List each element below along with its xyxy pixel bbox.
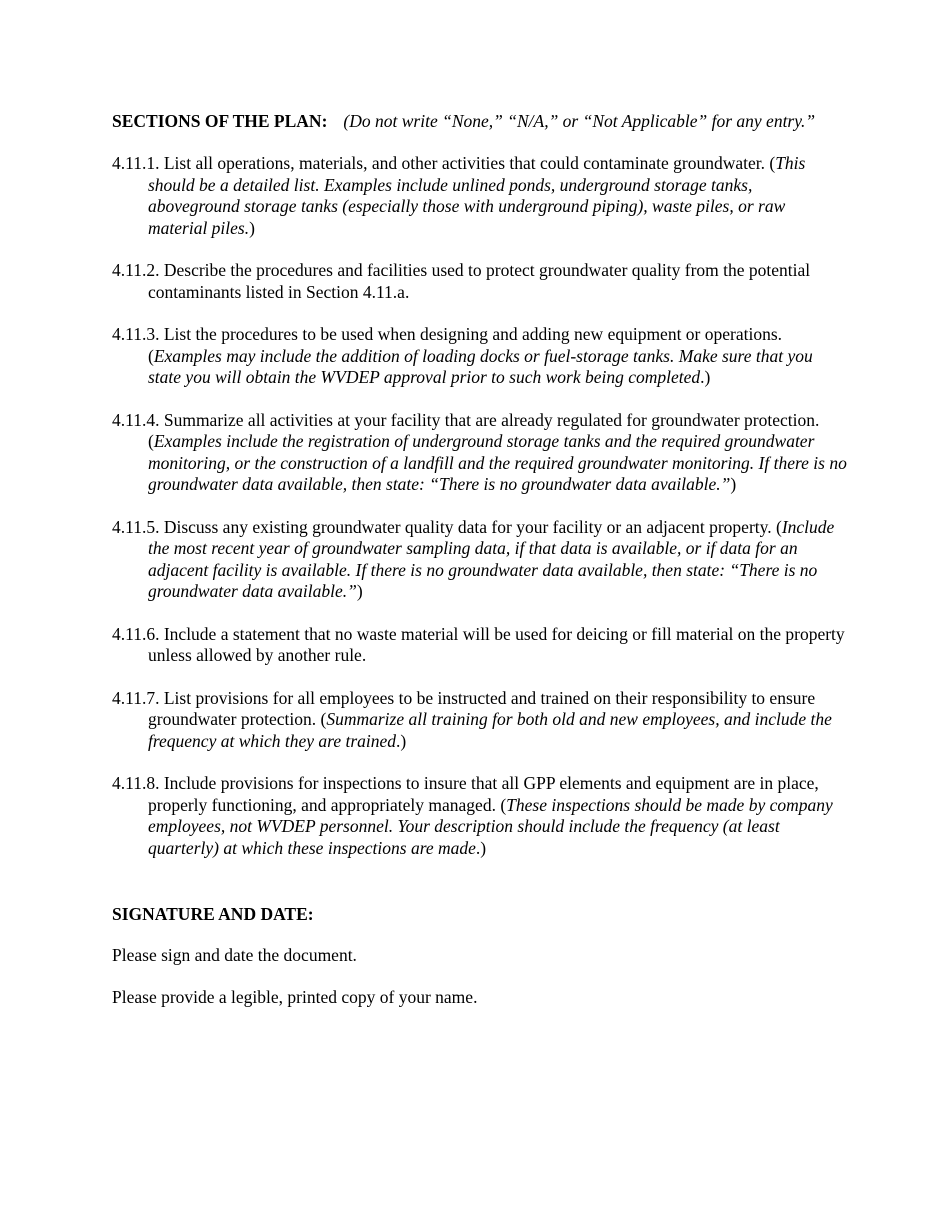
item-lead: 4.11.6. Include a statement that no waste material will be used for deicing or fill material on the property unless allowed by another rule. [112, 623, 845, 665]
item-note: These inspections should be made by company employees, not WVDEP personnel. Your description should include the frequency (at least quarterly) at which these inspections are made [148, 794, 833, 858]
item-lead: 4.11.2. Describe the procedures and facilities used to protect groundwater quality from the potential contaminants listed in Section 4.11.a. [112, 260, 811, 302]
item-note: Summarize all training for both old and new employees, and include the frequency at which they are trained [148, 709, 832, 751]
section-item-4-11-1 [112, 153, 847, 239]
item-tail: ) [249, 217, 255, 238]
section-item-4-11-2 [112, 260, 847, 303]
item-tail: ) [356, 581, 363, 601]
document-page [112, 110, 847, 1028]
section-item-4-11-8 [112, 773, 847, 859]
section-item-4-11-5 [112, 517, 847, 603]
sections-heading [112, 110, 847, 132]
item-note: Examples may include the addition of loading docks or fuel-storage tanks. Make sure that you state you will obtain the WVDEP approval prior to such work being completed [148, 345, 813, 387]
sections-heading-title: SECTIONS OF THE PLAN: [112, 111, 328, 131]
item-note: Examples include the registration of underground storage tanks and the required groundwater monitoring, or the construction of a landfill and the required groundwater monitoring. If there is no groundwater data available, then state: “There is no groundwater data available.” [148, 431, 847, 494]
item-lead: 4.11.1. List all operations, materials, and other activities that could contaminate groundwater. ( [112, 153, 776, 173]
sections-heading-note: (Do not write “None,” “N/A,” or “Not Applicable” for any entry.” [343, 111, 816, 131]
item-lead: 4.11.5. Discuss any existing groundwater quality data for your facility or an adjacent property. ( [112, 516, 782, 537]
section-item-4-11-7 [112, 688, 847, 753]
item-note: This should be a detailed list. Examples include unlined ponds, underground storage tanks, aboveground storage tanks (especially those with underground piping), waste piles, or raw material piles. [148, 153, 806, 238]
section-item-4-11-6 [112, 624, 847, 667]
item-lead: 4.11.8. Include provisions for inspections to insure that all GPP elements and equipment are in place, properly functioning, and appropriately managed. ( [112, 773, 819, 815]
item-note: Include the most recent year of groundwater sampling data, if that data is available, or if data for an adjacent facility is available. If there is no groundwater data available, then state: “There is no groundwater data available.” [148, 516, 835, 601]
signature-heading: SIGNATURE AND DATE: [112, 904, 314, 924]
item-lead: 4.11.7. List provisions for all employees to be instructed and trained on their responsibility to ensure groundwater protection. ( [112, 687, 816, 729]
item-lead: 4.11.4. Summarize all activities at your facility that are already regulated for groundwater protection. ( [112, 409, 820, 451]
item-tail: .) [700, 367, 711, 387]
item-tail: ) [730, 474, 737, 494]
signature-instruction-name: Please provide a legible, printed copy of your name. [112, 987, 478, 1007]
item-lead: 4.11.3. List the procedures to be used when designing and adding new equipment or operations. ( [112, 324, 783, 366]
item-tail: .) [396, 730, 407, 751]
section-item-4-11-3 [112, 324, 847, 389]
section-item-4-11-4 [112, 410, 847, 496]
item-tail: .) [475, 837, 487, 858]
signature-instruction-sign: Please sign and date the document. [112, 945, 357, 965]
